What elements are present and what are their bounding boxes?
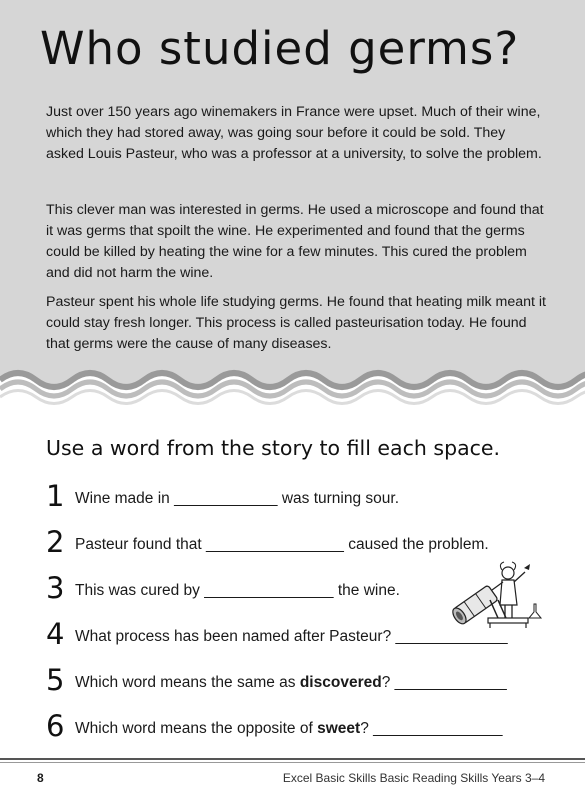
story-paragraph: Pasteur spent his whole life studying germs. He found that heating milk meant it could stay fresh longer. This process is called pasteurisation today. He found that germs were the cause of many diseases.: [46, 294, 546, 352]
question-number: 1: [46, 479, 65, 513]
question-2: [46, 527, 546, 559]
answer-blank[interactable]: ____________: [174, 490, 278, 507]
answer-blank[interactable]: _____________: [395, 628, 508, 645]
bold-keyword: sweet: [317, 720, 361, 737]
book-title: Excel Basic Skills Basic Reading Skills Years 3–4: [282, 771, 545, 785]
answer-blank[interactable]: ________________: [205, 536, 344, 553]
page-title: Who studied germs?: [40, 22, 520, 75]
answer-blank[interactable]: _____________: [394, 674, 507, 691]
question-number: 2: [46, 525, 65, 559]
question-5: [46, 665, 546, 697]
bold-keyword: discovered: [299, 674, 382, 691]
wavy-divider: [0, 358, 585, 410]
instruction-heading: Use a word from the story to fill each space.: [46, 436, 501, 460]
footer-rule: [0, 758, 585, 760]
story-paragraph: This clever man was interested in germs. He used a microscope and found that it was germs that spoilt the wine. He experimented and found that the germs could be killed by heating the wine for a few minutes. This cured the problem and did not harm the wine.: [46, 202, 544, 281]
story-paragraph: Just over 150 years ago winemakers in France were upset. Much of their wine, which they had stored away, was going sour before it could be sold. They asked Louis Pasteur, who was a professor at a university, to solve the problem.: [46, 104, 542, 162]
scientist-with-telescope-illustration: [450, 560, 550, 630]
question-1: [46, 481, 546, 513]
question-text: Wine made in ____________ was turning sour.: [75, 490, 400, 507]
question-6: [46, 711, 546, 743]
footer-rule-thin: [0, 762, 585, 763]
question-number: 3: [46, 571, 65, 605]
question-text: Pasteur found that ________________ caused the problem.: [75, 536, 489, 553]
answer-blank[interactable]: _______________: [204, 582, 334, 599]
question-text: Which word means the same as discovered? _____________: [75, 674, 507, 691]
question-text: What process has been named after Pasteur? _____________: [75, 628, 508, 645]
question-number: 5: [46, 663, 65, 697]
page-number: 8: [37, 771, 44, 785]
answer-blank[interactable]: _______________: [373, 720, 503, 737]
question-number: 6: [46, 709, 65, 743]
question-number: 4: [46, 617, 65, 651]
question-text: Which word means the opposite of sweet? _______________: [75, 720, 503, 737]
question-text: This was cured by _______________ the wine.: [75, 582, 400, 599]
